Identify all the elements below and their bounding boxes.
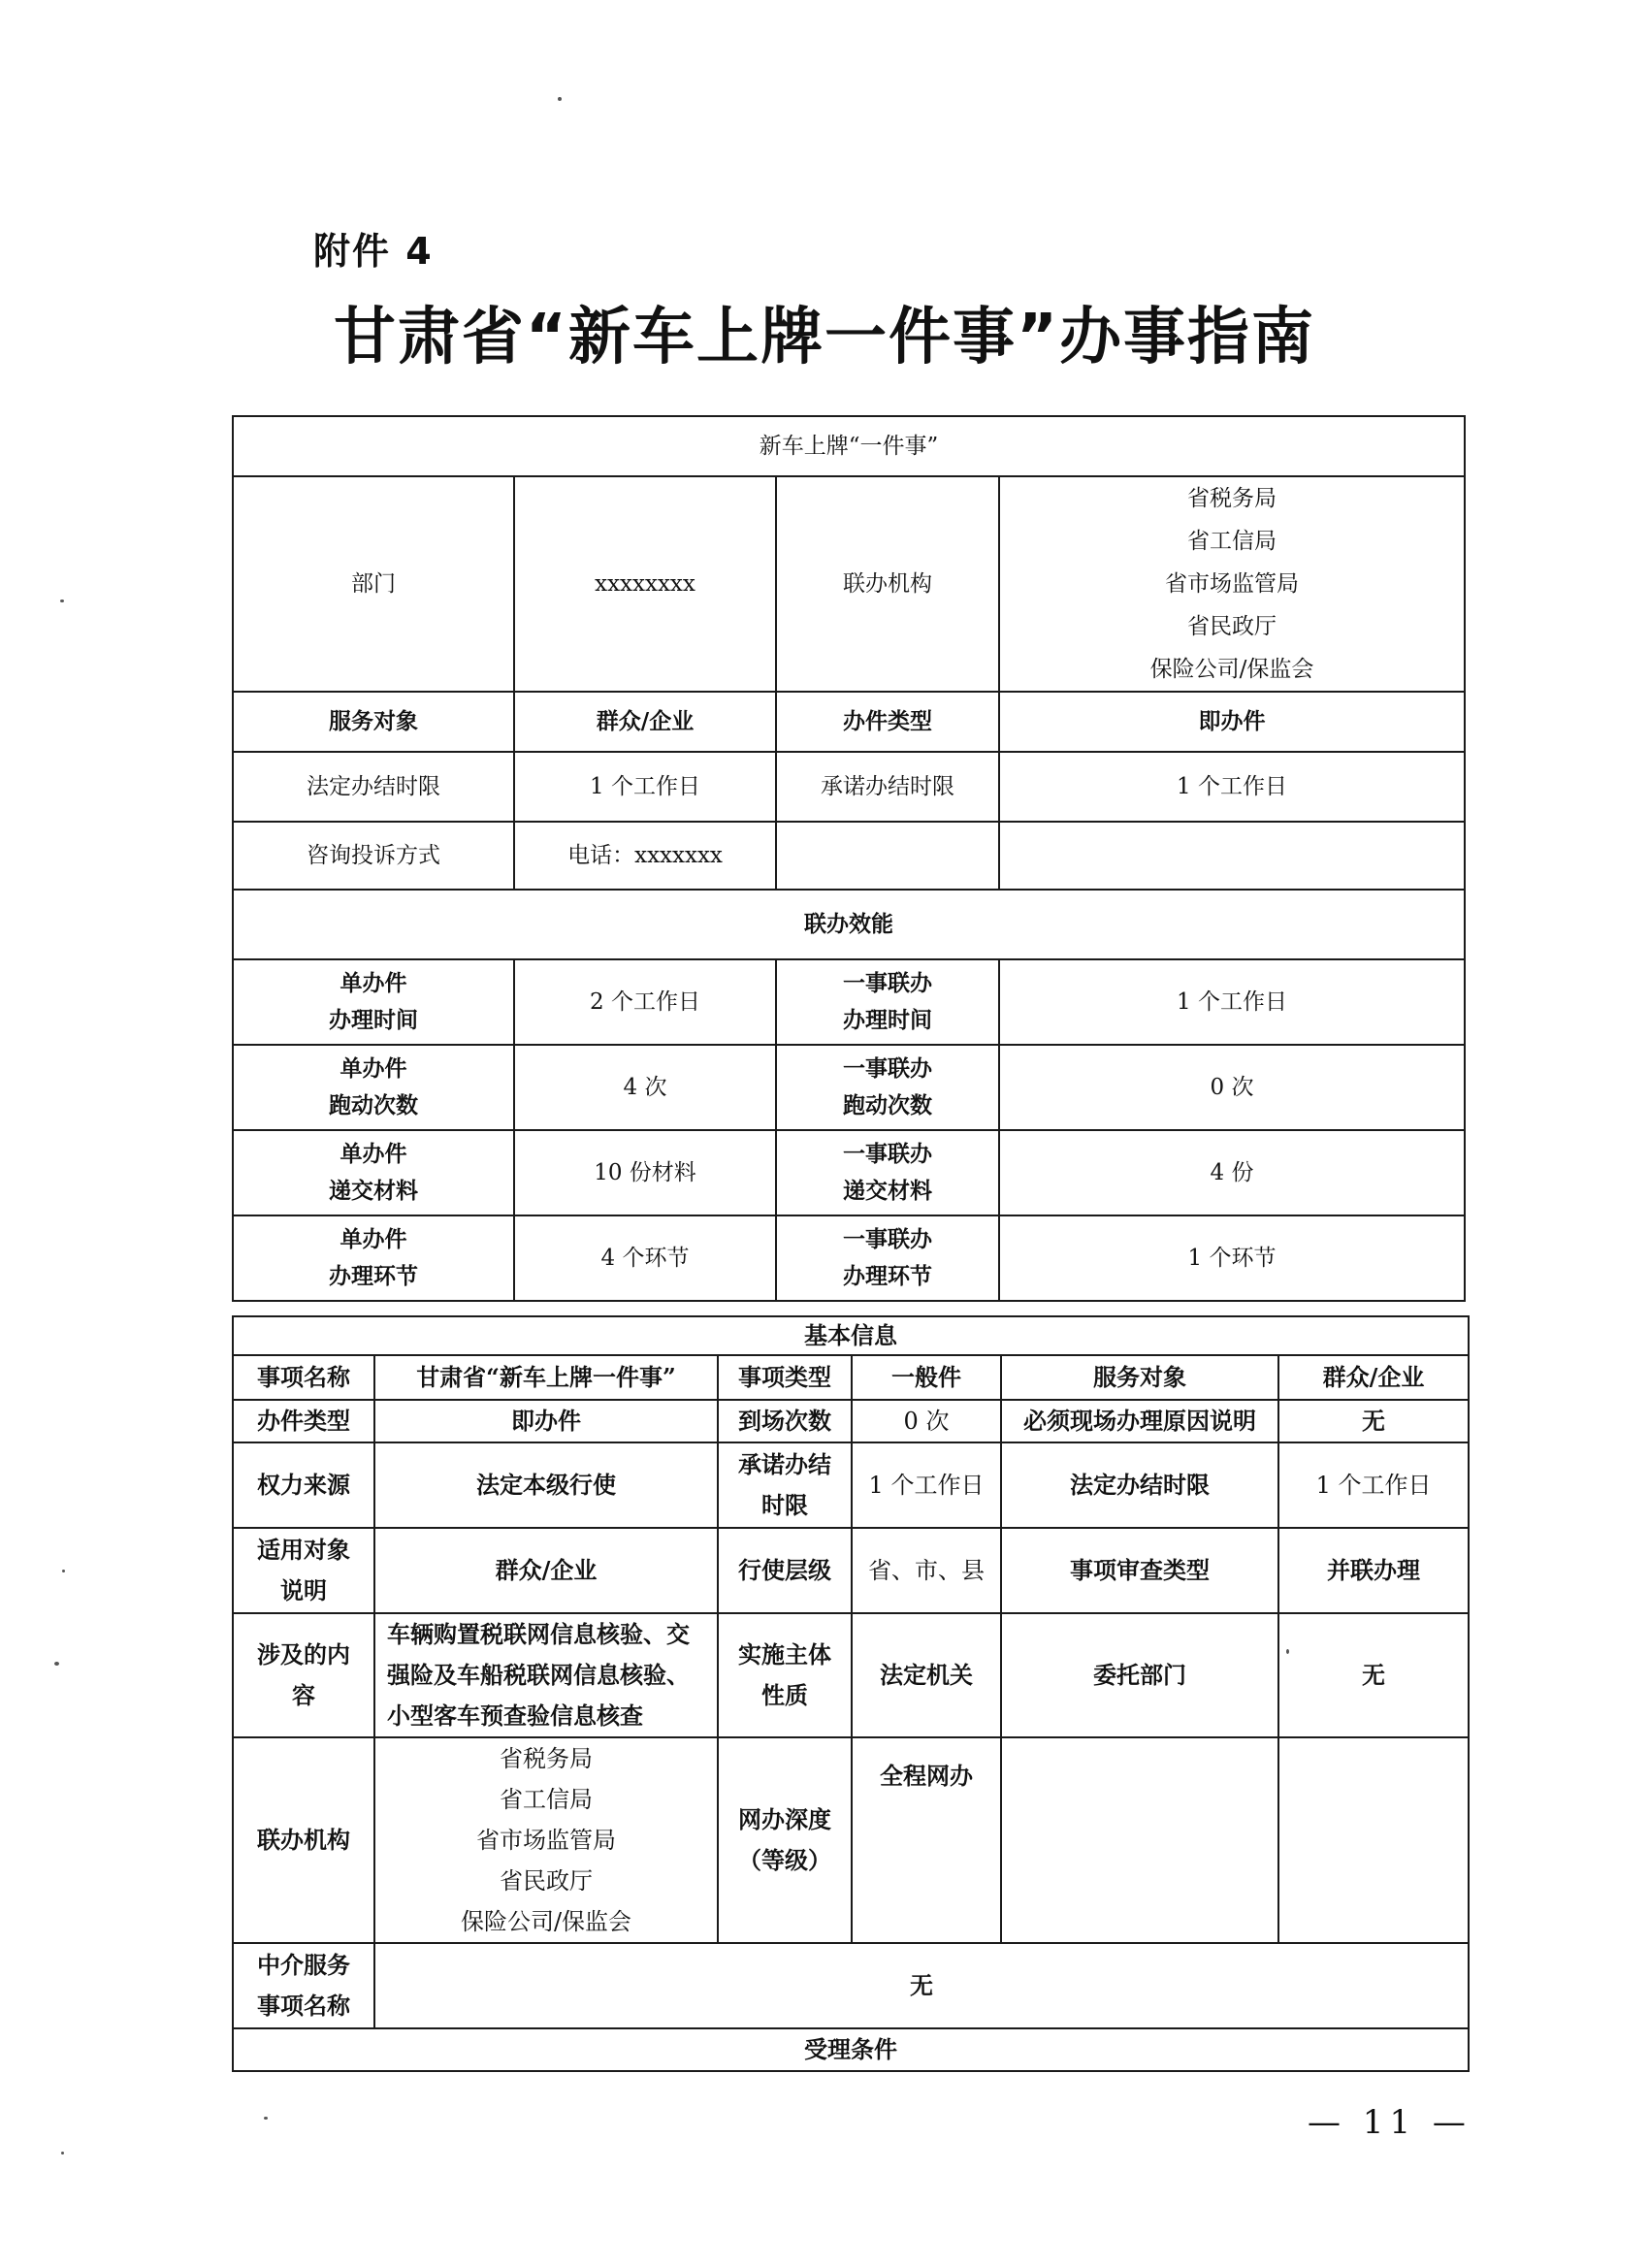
single-label: 单办件 [340,1141,407,1167]
scan-speck [1286,1649,1289,1654]
onsite-reason-value: 无 [1278,1400,1469,1442]
promise-limit-label: 承诺办结 [738,1450,831,1478]
legal-limit-value: 1 个工作日 [514,752,776,822]
subject-label: 实施主体 [738,1640,831,1669]
joint-label: 联办机构 [776,476,999,692]
online-depth-value: 全程网办 [852,1737,1001,1943]
joint-label: 联办机构 [233,1737,374,1943]
joint-label-cell [776,959,999,1045]
overview-table [232,415,1466,1302]
efficiency-header: 联办效能 [233,890,1465,959]
content-label-cell [233,1613,374,1737]
single-label-cell [233,1130,514,1215]
case-type-value: 即办件 [999,692,1465,752]
intermediary-value: 无 [374,1943,1469,2028]
joint-agency: 省税务局 [500,1745,593,1772]
exercise-level-label: 行使层级 [718,1528,852,1613]
joint-label: 一事联办 [843,1141,932,1167]
joint-agencies-cell [374,1737,718,1943]
subject-label-cell [718,1613,852,1737]
content-line: 车辆购置税联网信息核验、交 [387,1620,690,1648]
single-label: 跑动次数 [329,1092,418,1118]
joint-label-cell [776,1215,999,1301]
joint-label-cell [776,1045,999,1130]
joint-label: 一事联办 [843,970,932,996]
single-label: 单办件 [340,1226,407,1252]
online-depth-label: 网办深度 [738,1805,831,1833]
promise-limit-label: 时限 [761,1491,808,1519]
applicable-label-cell [233,1528,374,1613]
dept-label: 部门 [233,476,514,692]
page-number: — 11 — [1308,2103,1471,2142]
joint-agency: 省民政厅 [1187,614,1277,639]
joint-agency: 省市场监管局 [476,1827,616,1854]
service-target-label: 服务对象 [233,692,514,752]
promise-limit-label: 承诺办结时限 [776,752,999,822]
case-type-label: 办件类型 [233,1400,374,1442]
onsite-reason-label: 必须现场办理原因说明 [1001,1400,1278,1442]
item-name-value: 甘肃省“新车上牌一件事” [374,1355,718,1400]
content-label: 容 [292,1681,315,1709]
attachment-label: 附件 4 [313,230,434,273]
joint-label: 办理环节 [843,1263,932,1289]
joint-agency: 省市场监管局 [1165,571,1300,597]
single-value: 4 次 [514,1045,776,1130]
scan-speck [54,1662,59,1666]
content-line: 强险及车船税联网信息核验、 [387,1661,690,1689]
acceptance-header: 受理条件 [233,2028,1469,2071]
service-target-label: 服务对象 [1001,1355,1278,1400]
scan-speck [61,2152,64,2155]
dept-value: xxxxxxxx [514,476,776,692]
subject-label: 性质 [761,1681,808,1709]
scan-speck [264,2117,268,2120]
joint-label: 一事联办 [843,1055,932,1082]
legal-limit-value: 1 个工作日 [1278,1442,1469,1528]
single-label-cell [233,1215,514,1301]
joint-agency: 保险公司/保监会 [1149,657,1314,682]
applicable-value: 群众/企业 [374,1528,718,1613]
single-label-cell [233,959,514,1045]
content-line: 小型客车预查验信息核查 [387,1701,643,1730]
scan-speck [558,97,562,101]
content-value-cell [374,1613,718,1737]
review-type-label: 事项审查类型 [1001,1528,1278,1613]
joint-agency: 省工信局 [500,1786,593,1813]
item-type-label: 事项类型 [718,1355,852,1400]
single-value: 4 个环节 [514,1215,776,1301]
single-label: 办理环节 [329,1263,418,1289]
joint-value: 4 份 [999,1130,1465,1215]
single-value: 10 份材料 [514,1130,776,1215]
joint-label: 跑动次数 [843,1092,932,1118]
scan-speck [62,1570,65,1572]
single-label: 单办件 [340,970,407,996]
item-type-value: 一般件 [852,1355,1001,1400]
service-target-value: 群众/企业 [1278,1355,1469,1400]
power-source-value: 法定本级行使 [374,1442,718,1528]
exercise-level-value: 省、市、县 [852,1528,1001,1613]
empty-cell [999,822,1465,890]
basic-info-header: 基本信息 [233,1316,1469,1355]
service-target-value: 群众/企业 [514,692,776,752]
joint-agency: 省税务局 [1187,486,1277,511]
joint-value: 0 次 [999,1045,1465,1130]
entrusted-label: 委托部门 [1001,1613,1278,1737]
item-name-label: 事项名称 [233,1355,374,1400]
legal-limit-label: 法定办结时限 [233,752,514,822]
visits-label: 到场次数 [718,1400,852,1442]
single-label: 单办件 [340,1055,407,1082]
joint-agency: 省工信局 [1187,529,1277,554]
online-depth-label: （等级） [738,1846,831,1874]
consult-label: 咨询投诉方式 [233,822,514,890]
joint-label: 一事联办 [843,1226,932,1252]
overview-header: 新车上牌“一件事” [233,416,1465,476]
promise-limit-value: 1 个工作日 [852,1442,1001,1528]
applicable-label: 适用对象 [257,1536,350,1564]
intermediary-label-cell [233,1943,374,2028]
single-value: 2 个工作日 [514,959,776,1045]
case-type-value: 即办件 [374,1400,718,1442]
content-label: 涉及的内 [257,1640,350,1669]
power-source-label: 权力来源 [233,1442,374,1528]
joint-agency: 保险公司/保监会 [460,1908,632,1935]
document-title: 甘肃省“新车上牌一件事”办事指南 [333,302,1316,373]
single-label: 递交材料 [329,1178,418,1204]
empty-cell [776,822,999,890]
joint-agencies-cell [999,476,1465,692]
case-type-label: 办件类型 [776,692,999,752]
scan-speck [60,599,64,602]
single-label: 办理时间 [329,1007,418,1033]
online-depth-label-cell [718,1737,852,1943]
empty-cell [1001,1737,1278,1943]
subject-value: 法定机关 [852,1613,1001,1737]
consult-value: 电话：xxxxxxx [514,822,776,890]
promise-limit-value: 1 个工作日 [999,752,1465,822]
joint-label-cell [776,1130,999,1215]
intermediary-label: 事项名称 [257,1992,350,2020]
empty-cell [1278,1737,1469,1943]
joint-label: 递交材料 [843,1178,932,1204]
joint-value: 1 个环节 [999,1215,1465,1301]
joint-value: 1 个工作日 [999,959,1465,1045]
promise-limit-label-cell [718,1442,852,1528]
basic-info-table [232,1315,1470,2072]
joint-label: 办理时间 [843,1007,932,1033]
intermediary-label: 中介服务 [257,1951,350,1979]
legal-limit-label: 法定办结时限 [1001,1442,1278,1528]
entrusted-value: 无 [1278,1613,1469,1737]
visits-value: 0 次 [852,1400,1001,1442]
joint-agency: 省民政厅 [500,1867,593,1895]
single-label-cell [233,1045,514,1130]
applicable-label: 说明 [280,1576,327,1604]
review-type-value: 并联办理 [1278,1528,1469,1613]
